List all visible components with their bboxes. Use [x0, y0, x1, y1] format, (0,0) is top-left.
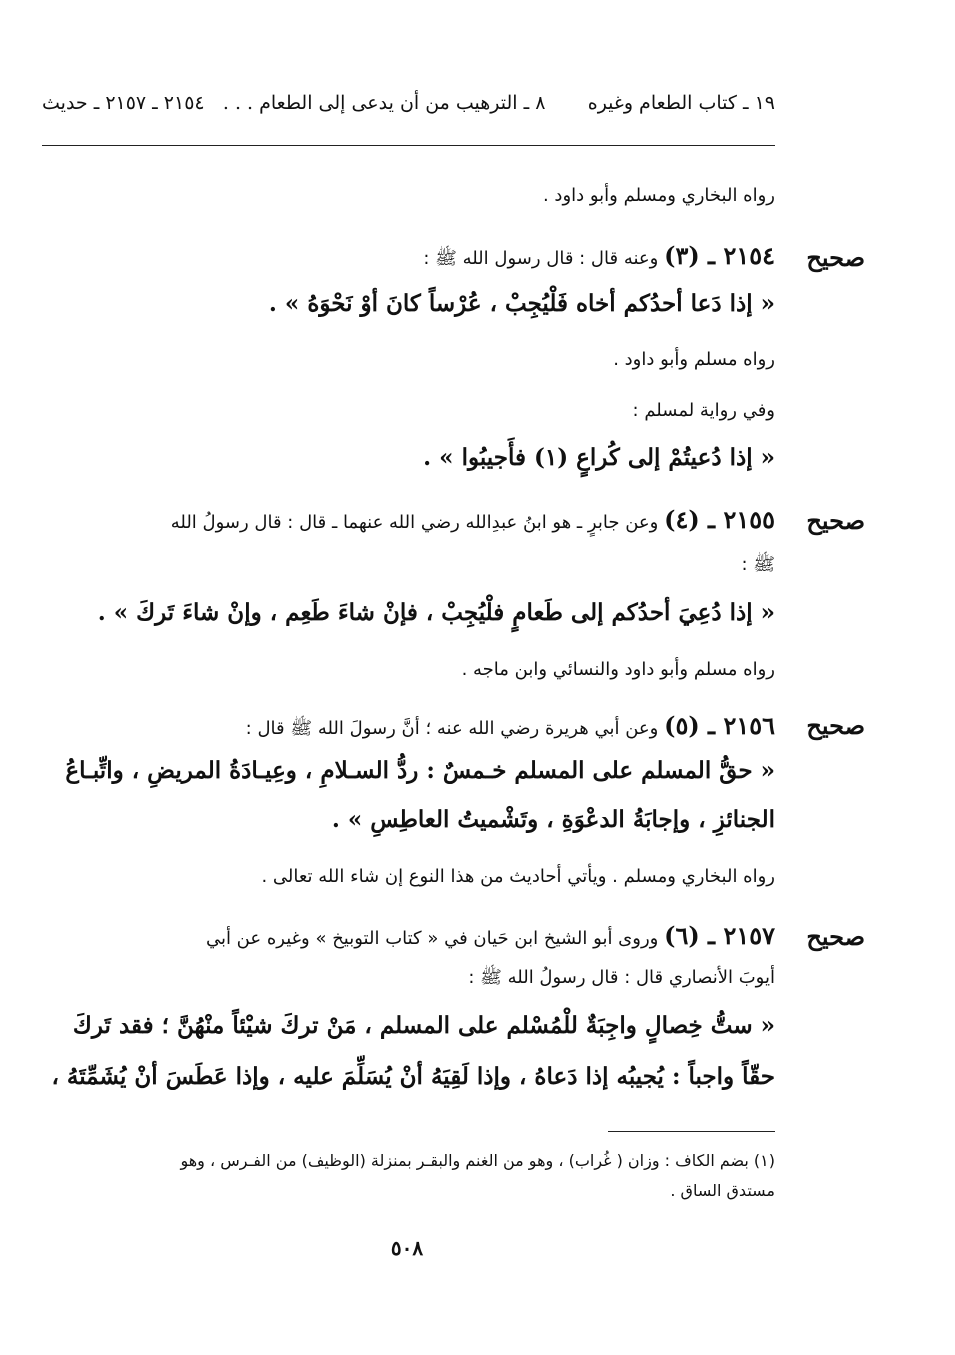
hadith-intro-text: وروى أبو الشيخ ابن حَيان في « كتاب التوبيخ » وغيره عن أبي [205, 928, 659, 949]
grade-label: صحيح [806, 506, 865, 535]
hadith-2154-intro [40, 241, 775, 273]
narration-note: رواه مسلم وأبو داود والنسائي وابن ماجه . [461, 659, 775, 680]
hadith-intro-text: وعنه قال : قال رسول الله ﷺ : [423, 248, 659, 269]
grade-label: صحيح [806, 711, 865, 740]
hadith-2156-intro [40, 711, 775, 743]
hadith-2156-text-line1: « حقُّ المسلم على المسلم خـمسٌ : ردُّ السـلامِ ، وعِيـادَةُ المريضِ ، واتِّبـاعُ [65, 757, 775, 784]
header-book-title [223, 92, 775, 114]
header-book: ١٩ ـ كتاب الطعام وغيره [587, 92, 775, 114]
hadith-2154-text: « إذا دَعا أحدُكم أخاه فَلْيُجِبْ ، عُرْساً كانَ أوْ نَحْوَهُ » . [268, 290, 775, 317]
hadith-2157-intro [40, 921, 775, 950]
hadith-number: ٢١٥٦ ـ (٥) [664, 711, 775, 740]
narration-note: رواه مسلم وأبو داود . [613, 349, 775, 370]
hadith-2154-variant: « إذا دُعيتُمْ إلى كُراعٍ (١) فأَجيبُوا » . [423, 444, 775, 471]
header-rule [42, 145, 775, 146]
grade-label: صحيح [806, 922, 865, 951]
hadith-intro-text: وعن جابرٍ ـ هو ابنُ عبدِالله رضي الله عنهما ـ قال : قال رسولُ الله [170, 512, 659, 533]
hadith-2156-text-line2: الجنائزِ ، وإجابَةُ الدعْوَةِ ، وتَشْميتُ العاطِسِ » . [331, 806, 775, 833]
hadith-2155-text: « إذا دُعِيَ أحدُكم إلى طَعامٍ فلْيُجِبْ ، فإنْ شاءَ طَعِم ، وإنْ شاءَ تَركَ » . [97, 599, 775, 626]
footnote-line: مستدق الساق . [670, 1181, 775, 1200]
narration-note: رواه البخاري ومسلم . ويأتي أحاديث من هذا النوع إن شاء الله تعالى . [261, 866, 775, 887]
running-header [42, 92, 775, 126]
hadith-2155-intro-cont: ﷺ : [741, 554, 775, 575]
narration-note: رواه البخاري ومسلم وأبو داود . [542, 185, 775, 206]
hadith-number: ٢١٥٥ ـ (٤) [664, 505, 775, 534]
page-number: ٥٠٨ [390, 1236, 424, 1260]
narration-note: وفي رواية لمسلم : [632, 400, 775, 421]
header-hadith-range: ٢١٥٤ ـ ٢١٥٧ ـ حديث [42, 92, 205, 114]
grade-label: صحيح [806, 243, 865, 272]
hadith-intro-text: وعن أبي هريرة رضي الله عنه ؛ أنَّ رسولَ الله ﷺ قال : [245, 718, 659, 739]
hadith-2157-text-line1: « ستُّ خِصالٍ واجِبَةٌ للْمُسْلم على المسلم ، مَنْ تركَ شيْئاً منْهُنَّ ؛ فقد تَركَ [72, 1012, 775, 1039]
hadith-2157-intro-cont: أيوبَ الأنصاري قال : قال رسولُ الله ﷺ : [468, 967, 775, 988]
hadith-2157-text-line2: حقّاً واجباً : يُجيبُه إذا دَعاهُ ، وإذا لَقِيَهُ أنْ يُسَلِّمَ عليه ، وإذا عَطَسَ أنْ يُشَمِّتَهُ ، [51, 1063, 775, 1090]
footnote-rule [608, 1131, 775, 1132]
header-chapter: ٨ ـ الترهيب من أن يدعى إلى الطعام . . . [222, 92, 546, 114]
hadith-2155-intro [40, 505, 775, 534]
footnote-line: (١) بضم الكاف : وزان ( غُراب) ، وهو من الغنم والبقـر بمنزلة (الوظيف) من الفـرس ، وهو [180, 1151, 775, 1170]
hadith-number: ٢١٥٤ ـ (٣) [664, 241, 775, 270]
hadith-number: ٢١٥٧ ـ (٦) [664, 921, 775, 950]
